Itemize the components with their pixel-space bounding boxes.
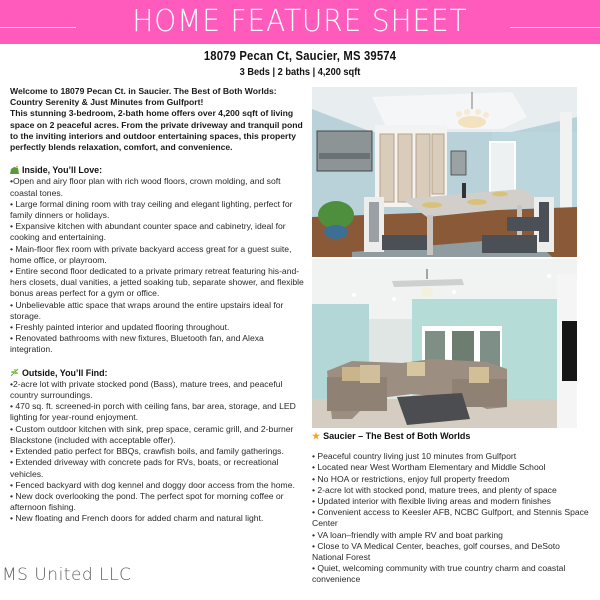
list-item: • Convenient access to Keesler AFB, NCBC Gulfport, and Stennis Space Center	[312, 507, 589, 529]
location-column	[312, 431, 592, 586]
saucier-feature-list	[312, 451, 592, 585]
list-item: • Quiet, welcoming community with true country charm and coastal convenience	[312, 563, 566, 585]
list-item: • Close to VA Medical Center, beaches, golf courses, and DeSoto National Forest	[312, 540, 560, 563]
saucier-heading-text: Saucier – The Best of Both Worlds	[323, 431, 471, 441]
saucier-section-heading	[312, 431, 592, 442]
inside-heading-text: Inside, You’ll Love:	[22, 165, 103, 176]
property-address: 18079 Pecan Ct, Saucier, MS 39574	[203, 49, 397, 63]
inside-section-heading	[10, 165, 306, 176]
sprout-icon	[10, 368, 19, 379]
outside-heading-text: Outside, You’ll Find:	[22, 367, 108, 378]
house-plant-icon	[10, 166, 19, 176]
list-item: • New floating and French doors for added charm and natural light.	[10, 513, 264, 524]
list-item: • Peaceful country living just 10 minutes from Gulfport	[312, 451, 517, 462]
list-item: • Entire second floor dedicated to a private primary retreat featuring his-and-hers closets, dual vanities, a jetted soaking tub, separate shower, and flexible bonus areas perfect for a gym or office.	[10, 266, 304, 299]
list-item: • No HOA or restrictions, enjoy full property freedom	[312, 473, 510, 484]
list-item: • VA loan–friendly with ample RV and boat parking	[312, 529, 503, 540]
list-item: •2-acre lot with private stocked pond (Bass), mature trees, and peaceful country surroundings.	[10, 378, 283, 401]
list-item: • Custom outdoor kitchen with sink, prep space, ceramic grill, and 2-burner Blackstone (included with acceptable offer).	[10, 423, 294, 445]
list-item: • New dock overlooking the pond. The perfect spot for morning coffee or afternoon fishing.	[10, 490, 284, 513]
list-item: • Located near West Wortham Elementary and Middle School	[312, 462, 546, 473]
list-item: • Extended driveway with concrete pads for RVs, boats, or recreational vehicles.	[10, 457, 279, 479]
list-item: • Fenced backyard with dog kennel and doggy door access from the home.	[10, 479, 295, 490]
page-title: HOME FEATURE SHEET	[132, 4, 468, 39]
list-item: • Unbelievable attic space that wraps around the entire upstairs ideal for storage.	[10, 299, 284, 321]
list-item: • Extended patio perfect for BBQs, crawfish boils, and family gatherings.	[10, 446, 284, 457]
dining-room-photo	[312, 87, 577, 257]
property-stats: 3 Beds | 2 baths | 4,200 sqft	[239, 66, 361, 78]
living-room-photo	[312, 259, 577, 428]
list-item: • 470 sq. ft. screened-in porch with ceiling fans, bar area, storage, and LED lighting for year-round enjoyment.	[10, 401, 296, 423]
outside-feature-list	[10, 379, 306, 525]
list-item: • Freshly painted interior and updated flooring throughout.	[10, 322, 230, 333]
intro-body: This stunning 3-bedroom, 2-bath home offers over 4,200 sqft of living space on 2 peaceful acres. From the private driveway and tranquil pond to the inviting interiors and outdoor entertaining spaces, this property perfectly blends relaxation, comfort, and convenience.	[10, 108, 303, 153]
list-item: • Large formal dining room with tray ceiling and elegant lighting, perfect for family dinners or holidays.	[10, 198, 293, 221]
list-item: •Open and airy floor plan with rich wood floors, crown molding, and soft coastal tones.	[10, 176, 281, 198]
inside-feature-list	[10, 176, 306, 355]
watermark: MS United LLC	[2, 565, 132, 585]
list-item: • Updated interior with flexible living areas and modern finishes	[312, 496, 551, 507]
list-item: • Expansive kitchen with abundant counter space and cabinetry, ideal for cooking and entertaining.	[10, 221, 286, 243]
list-item: • Main-floor flex room with private backyard access great for a guest suite, home office, or playroom.	[10, 243, 292, 265]
header-banner	[0, 0, 600, 44]
description-column	[10, 86, 306, 525]
star-icon: ★	[312, 431, 321, 441]
intro-block	[10, 86, 306, 153]
list-item: • 2-acre lot with stocked pond, mature trees, and plenty of space	[312, 484, 557, 495]
intro-headline: Welcome to 18079 Pecan Ct. in Saucier. The Best of Both Worlds: Country Serenity & Just Minutes from Gulfport!	[10, 86, 277, 108]
list-item: • Renovated bathrooms with new fixtures, Bluetooth fan, and Alexa integration.	[10, 333, 264, 355]
outside-section-heading	[10, 368, 306, 379]
